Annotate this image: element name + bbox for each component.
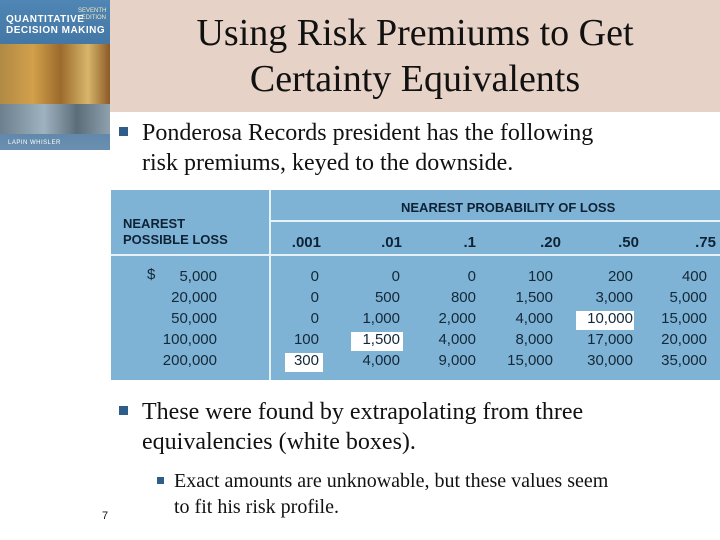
- table-cell: 400: [681, 268, 707, 285]
- table-cell: 0: [391, 268, 400, 285]
- slide-title-line1: Using Risk Premiums to Get: [196, 12, 634, 54]
- bullet-1-text: [142, 118, 712, 178]
- book-authors: LAPIN WHISLER: [8, 140, 61, 146]
- loss-cell: 100,000: [162, 331, 217, 348]
- table-cell: 2,000: [438, 310, 476, 327]
- bullet-2-line1: These were found by extrapolating from three: [142, 399, 584, 425]
- bullet-2-text: [142, 397, 712, 457]
- table-cell: 4,000: [515, 310, 553, 327]
- table-divider-top: [269, 220, 720, 222]
- table-cell: 1,000: [362, 310, 400, 327]
- slide-title-line2: Certainty Equivalents: [249, 58, 581, 100]
- bullet-1-line1: Ponderosa Records president has the following: [142, 120, 594, 146]
- bullet-marker: [119, 127, 128, 136]
- bullet-1-line2: risk premiums, keyed to the downside.: [142, 150, 514, 176]
- table-cell: 5,000: [669, 289, 707, 306]
- book-cover-image: [0, 0, 110, 150]
- sub-bullet-marker: [157, 477, 164, 484]
- bullet-marker: [119, 406, 128, 415]
- row-header: [123, 216, 253, 248]
- bullet-2-line2: equivalencies (white boxes).: [142, 429, 416, 455]
- table-cell: 800: [450, 289, 476, 306]
- book-cover-photo-lower: [0, 104, 110, 134]
- bullet-3-line2: to fit his risk profile.: [174, 496, 339, 518]
- table-cell: 10,000: [587, 310, 633, 327]
- column-header: .001: [291, 234, 321, 251]
- table-divider-header: [111, 254, 720, 256]
- column-header: .50: [618, 234, 639, 251]
- row-header-line1: NEAREST: [123, 216, 186, 231]
- risk-premium-table: [111, 190, 720, 380]
- bullet-3-text: [174, 468, 714, 520]
- loss-cell: 20,000: [171, 289, 217, 306]
- dollar-sign: $: [147, 266, 156, 283]
- column-header: .20: [540, 234, 561, 251]
- table-cell: 0: [467, 268, 476, 285]
- table-cell: 1,500: [515, 289, 553, 306]
- table-cell: 1,500: [362, 331, 400, 348]
- row-header-line2: POSSIBLE LOSS: [123, 232, 228, 247]
- table-cell: 3,000: [595, 289, 633, 306]
- table-cell: 20,000: [661, 331, 707, 348]
- table-cell: 100: [527, 268, 553, 285]
- loss-cell: 50,000: [171, 310, 217, 327]
- table-cell: 35,000: [661, 352, 707, 369]
- table-cell: 4,000: [362, 352, 400, 369]
- page-number: 7: [102, 510, 109, 522]
- column-header: .01: [381, 234, 402, 251]
- table-cell: 15,000: [661, 310, 707, 327]
- column-header: .75: [695, 234, 716, 251]
- book-title-line2: DECISION MAKING: [6, 25, 106, 36]
- table-cell: 17,000: [587, 331, 633, 348]
- table-cell: 0: [310, 268, 319, 285]
- table-cell: 4,000: [438, 331, 476, 348]
- loss-cell: 200,000: [162, 352, 217, 369]
- table-cell: 15,000: [507, 352, 553, 369]
- table-cell: 30,000: [587, 352, 633, 369]
- book-title-line1: QUANTITATIVE: [6, 14, 85, 25]
- table-cell: 9,000: [438, 352, 476, 369]
- table-cell: 200: [607, 268, 633, 285]
- book-edition: SEVENTH EDITION: [78, 8, 107, 21]
- table-cell: 500: [374, 289, 400, 306]
- book-cover-photo: [0, 44, 110, 104]
- table-cell: 0: [310, 289, 319, 306]
- column-header: .1: [463, 234, 476, 251]
- bullet-3-line1: Exact amounts are unknowable, but these values seem: [174, 470, 609, 492]
- table-cell: 8,000: [515, 331, 553, 348]
- slide-title: [140, 10, 690, 102]
- table-cell: 300: [293, 352, 319, 369]
- table-cell: 100: [293, 331, 319, 348]
- table-cell: 0: [310, 310, 319, 327]
- loss-cell: 5,000: [179, 268, 217, 285]
- column-group-header: NEAREST PROBABILITY OF LOSS: [401, 200, 616, 215]
- book-title: [6, 14, 106, 36]
